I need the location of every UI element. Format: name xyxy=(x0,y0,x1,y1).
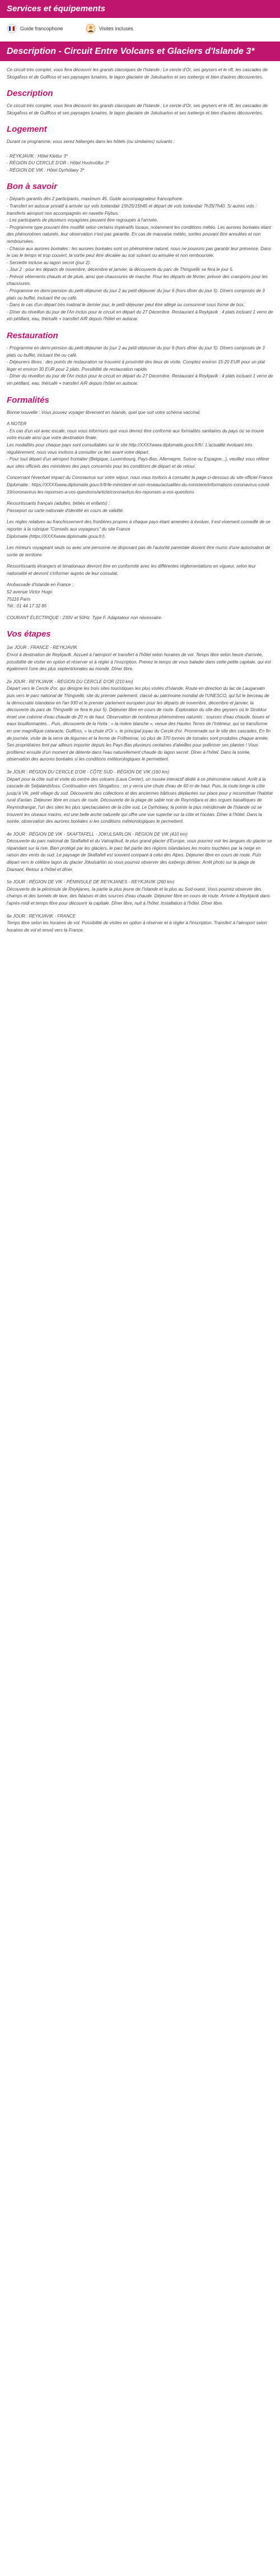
formalites-p4: Ressortissants français (adultes, bébés et enfants) : Passeport ou carte nationale d'identité en cours de validité. xyxy=(7,501,124,513)
service-item-guide xyxy=(7,24,63,34)
description-header: Description - Circuit Entre Volcans et Glaciers d'Islande 3* xyxy=(0,42,280,61)
guide-icon xyxy=(7,24,17,34)
day-description: Découverte du parc national de Skaftafell et du Vatnajökull, le plus grand glacier d'Europe, vous pourrez voir les langues du glacier se répandant sur la rive. Bien protégé par les glaciers, le parc fait partie des régions islandaises les moins touchées par la neige en raison des vents du sud. Le paysage de Skaftafell est souvent comparé à celui des Alpes. Déjeuner libre en cours de route. Puis départ vers le célèbre lagon du glacier Jökulsárlón où vous pourrez observer des icebergs dériver. Arrêt photo sur la plage de Diamant. Retour à l'hôtel et dîner. xyxy=(7,838,272,872)
service-label: Visites incluses xyxy=(99,26,133,31)
day-item xyxy=(7,769,273,826)
restauration-text: - Programme en demi-pension du petit-déjeuner du jour 2 au petit-déjeuner du jour 6 (hors dîner du jour 5). Dîners composés de 3 plats ou buffet, incluant thé ou café. - Déjeuners libres : des points de restauration se trouvent à proximité des lieux de visite. Comptez environ 15-20 EUR pour un plat léger et environ 30 EUR pour 2 plats. Possibilité de restauration rapide. - Dîner du réveillon du jour de l'An inclus pour le circuit en départ du 27 Décembre. Restaurant à Reykjavik : 4 plats incluant 1 verre de vin pétillant, eau, thé/café + transfert A/R depuis l'hôtel en autocar. xyxy=(7,345,273,386)
formalites-p6: Les mineurs voyageant seuls ou avec une personne ne disposant pas de l'autorité parentale doivent être munis d'une autorisation de sortie de territoire. xyxy=(7,545,270,557)
section-title-formalites: Formalités xyxy=(7,395,49,405)
day-title: 5e JOUR : RÉGION DE VIK - PÉNINSULE DE REYKJANES - REYKJAVIK (260 km) xyxy=(7,879,175,885)
day-item xyxy=(7,913,273,934)
formalites-p7: Ressortissants étrangers et binationaux devront être en conformité avec les différentes réglementations en vigueur, selon leur nationalité et devront s'informer auprès de leur consulat. xyxy=(7,564,256,576)
visit-icon xyxy=(86,24,96,34)
section-title-etapes: Vos étapes xyxy=(7,629,51,639)
formalites-p8: Ambassade d'Islande en France : 52 avenue Victor Hugo 75116 Paris Tél : 01 44 17 32 85 xyxy=(7,582,73,609)
formalites-p2: A NOTER - En cas d'un vol avec escale, nous vous informons que vous devrez être conforme aux formalités sanitaires du pays où se trouve votre escale ainsi que votre destination finale. Les modalités pour chaque pays sont consultables sur le site http://XXXXwww.diplomatie.gouv.fr/fr/. L'actualité évoluant très régulièrement, nous vous invitons à consulter ce lien avant votre départ. - Pour tout départ d'un aéroport frontalier (Belgique, Luxembourg, Pays-Bas, Allemagne, Suisse ou Espagne...), veuillez vous référer aux sites officiels des ministères des pays concernés pour les conditions de départ et de retour. xyxy=(7,421,270,469)
service-label: Guide francophone xyxy=(20,26,63,31)
day-item xyxy=(7,679,273,763)
day-description: Envol à destination de Reykjavik. Accueil à l'aéroport et transfert à l'hôtel selon horaires de vol. Temps libre selon heure d'arrivée, possibilité de visiter en option et réserver et à régler à l'inscription. Prenez le temps de vous balader dans cette petite capitale, qui est également l'une des plus septentrionales au monde. Dîner libre. xyxy=(7,652,271,672)
service-item-visits xyxy=(86,24,133,34)
day-item xyxy=(7,644,273,672)
formalites-p3: Concernant l'éventuel impact du Coronavirus sur votre séjour, nous vous invitons à consulter la page ci-dessous du site officiel France Diplomatie : https://XXXXwww.diplomatie.gouv.fr/fr/le-ministere-et-son-reseau/actualites-du-ministere/informations-coronavirus-covid-19/coronavirus-les-reponses-a-vos-questions/article/coronavirus-les-reponses-a-vos-questions xyxy=(7,475,273,495)
formalites-p1: Bonne nouvelle : Vous pouvez voyager librement en Islande, quel que soit votre schéma vaccinal. xyxy=(7,409,201,415)
day-item xyxy=(7,879,273,907)
day-description: Départ vers le Cercle d'or, qui désigne les trois sites touristiques les plus visités d'Islande. Route en direction du lac de Laugarvatn puis vers le parc national de Thingvellir, site du premier parlement, classé au patrimoine mondial de l'UNESCO, qui fut le berceau de la démocratie islandaise en l'an 930 et le premier parlement européen pour les départs de novembre, décembre et janvier, la découverte du parc de Thingvellir se fera le jour 5). Déjeuner libre en cours de route. Exploration du site des geysers où le Strokkur émet une colonne d'eau chaude de 20 m de haut. Observation de nombreux phénomènes naturels : sources d'eau chaude, boues et eaux bouillonnantes... Puis, découverte de la Hvita : « la rivière blanche », venue des Hautes Terres de l'Intérieur, qui se transforme en une magnifique cataracte, Gullfoss, « la chute d'Or », le principal joyau du Cercle d'or. Promenade sur le site des cascades. En fin de journée, visite de la serre de légumes et la ferme de Friðheimar, où plus de 370 tonnes de tomates sont produites chaque année. Ses propriétaires font par ailleurs importer depuis les Pays-Bas plusieurs centaines d'abeilles pour polliniser ses plantes ! Vous profiterez ensuite d'un moment de détente dans l'eau naturellement chaude du lagon secret. Dîner à l'hôtel. Dans la soirée, observation des aurores boréales si les conditions météorologiques le permettent. xyxy=(7,686,271,762)
description-text: Ce circuit très complet, vous fera découvrir les grands classiques de l'Islande : Le cercle d'Or, ses geysers et le rift, les cascades de Skogafoss et de Gullfoss et ses paysages lunaires, le lagon glaciaire de Jokulsarlon et ses icebergs et bien d'autres découvertes. xyxy=(7,103,268,116)
day-title: 3e JOUR : RÉGION DU CERCLE D'OR - CÔTE SUD - RÉGION DE VIK (160 km) xyxy=(7,769,170,775)
logement-text: Durant ce programme, vous serez hébergés dans les hôtels (ou similaires) suivants : - REYKJAVIK : Hôtel Klettur 3* - RÉGION DU CERCLE D'OR : Hôtel Hvolsvöllur 3* - RÉGION DE VIK : Hôtel Dyrhólaey 3* xyxy=(7,139,175,173)
section-title-bon-a-savoir: Bon à savoir xyxy=(7,182,58,192)
bon-a-savoir-text: - Départs garantis dès 2 participants, maximum 45. Guide accompagnateur francophone. - Transfert en autocar privatif à arrivée sur vols Icelandair 15h25/15h45 et départ de vols Icelandair 7h35/7h40. Si autres vols : transferts aéroport non accompagnés en navette Flybus. - Les participants de plusieurs voyagistes peuvent être regroupés à l'arrivée. - Programme type pouvant être modifié selon certains impératifs locaux, notamment les conditions météo. Les aurores boréales étant des phénomènes naturels, leur observation n'est pas garantie. En cas de mauvaise météo, sorties pouvant être annulées et non remboursées. - Chasse aux aurores boréales : les aurores boréales sont un phénomène naturel, nous ne pouvons pas garantir leur présence. Dans le cas le temps et trop couvert, la sortie peut être décalée au soir suivant ou annulée et non remboursée. - Serviette incluse au lagon secret (jour 2). - Jour 2 : pour les départs de novembre, décembre et janvier, la découverte du parc de Thingvellir se fera le jour 5. - Prévoir vêtements chauds et de pluie, ainsi que chaussures de marche. Pour les départs de février, prévoir des crampons pour les chaussures. - Programme en demi-pension du petit-déjeuner du jour 2 au petit-déjeuner du jour 6 (hors dîner du jour 5). Dîners composés de 3 plats ou buffet, incluant thé ou café. - Dans le cas d'un départ très matinal le dernier jour, le petit-déjeuner peut être allégé ou consommé sous forme de box. - Dîner du réveillon du jour de l'An inclus pour le circuit en départ du 27 Décembre. Restaurant à Reykjavik : 4 plats incluant 1 verre de vin pétillant, eau, thé/café + transfert A/R depuis l'hôtel en autocar. xyxy=(7,196,273,322)
day-description: Temps libre selon les horaires de vol. Possibilité de visites en option à réserver et à régler à l'inscription. Transfert à l'aéroport selon horaires de vol et envol vers la France. xyxy=(7,920,267,933)
day-description: Découverte de la péninsule de Reykjanes, la partie la plus jeune de l'Islande et la plus au Sud-ouest. Vous pourrez observer des champs et des tunnels de lave, des falaises et des sources d'eau chaude. Déjeuner libre en cours de route. Arrivée à Reykjavik dans l'après-midi et temps libre pour découvrir la capitale. Dîner libre, nuit à l'hôtel. Installation à l'hôtel. Dîner libre. xyxy=(7,886,270,906)
formalites-p9: COURANT ÉLECTRIQUE : 230V et 50Hz. Type F. Adaptateur non nécessaire. xyxy=(7,615,162,620)
services-header: Services et équipements xyxy=(0,0,280,18)
day-title: 1er JOUR : FRANCE - REYKJAVIK xyxy=(7,645,77,651)
day-title: 2e JOUR : REYKJAVIK - RÉGION DU CERCLE D'OR (210 km) xyxy=(7,679,133,684)
day-description: Départ pour la côte sud et visite du centre des volcans (Lava Center), un musée interactif dédié à ce phénomène naturel. Arrêt à la cascade de Seljalandsfoss. Continuation vers Skogafoss ; on y verra une chute d'eau de 60 m de haut. Puis, la route longe la côte jusqu'à Vik, petit village du sud. Découverte des collections et des anciennes bâtisses déplacées sur place pour y reconstituer l'habitat rural d'antan. Déjeuner libre en cours de route. Découverte de la plage de sable noir de Reynisfjara et des orgues basaltiques de Reynisdrangar, l'un des sites les plus spectaculaires de la côte sud. Le Dyrhólaey, la pointe la plus méridionale de l'Islande où se trouvent les oiseaux marins, est une belle arche naturelle qui offre une vue superbe sur la côte et l'océan. Dîner à l'hôtel. Dans la soirée, observation des aurores boréales si les conditions météorologiques le permettent. xyxy=(7,776,273,824)
day-title: 6e JOUR : REYKJAVIK - FRANCE xyxy=(7,913,76,919)
formalites-p5: Les règles relatives au franchissement des frontières propres à chaque pays étant amenées à évoluer, il est vivement conseillé de se reporter à la rubrique "Conseils aux voyageurs" du site France Diplomatie (https://XXXXwww.diplomatie.gouv.fr/). xyxy=(7,519,270,539)
section-title-description: Description xyxy=(7,89,53,99)
section-title-logement: Logement xyxy=(7,125,47,135)
day-title: 4e JOUR : RÉGION DE VIK - SKAFTAFELL - JOKULSARLON - RÉGION DE VIK (410 km) xyxy=(7,831,188,837)
section-title-restauration: Restauration xyxy=(7,331,58,341)
day-list xyxy=(7,644,273,934)
main-content xyxy=(0,67,280,934)
day-item xyxy=(7,831,273,874)
intro-text: Ce circuit très complet, vous fera découvrir les grands classiques de l'Islande : Le cercle d'Or, ses geysers et le rift, les cascades de Skogafoss et de Gullfoss et ses paysages lunaires, le lagon glaciaire de Jokulsarlon et ses icebergs et bien d'autres découvertes. xyxy=(7,67,268,80)
services-list xyxy=(0,18,280,42)
